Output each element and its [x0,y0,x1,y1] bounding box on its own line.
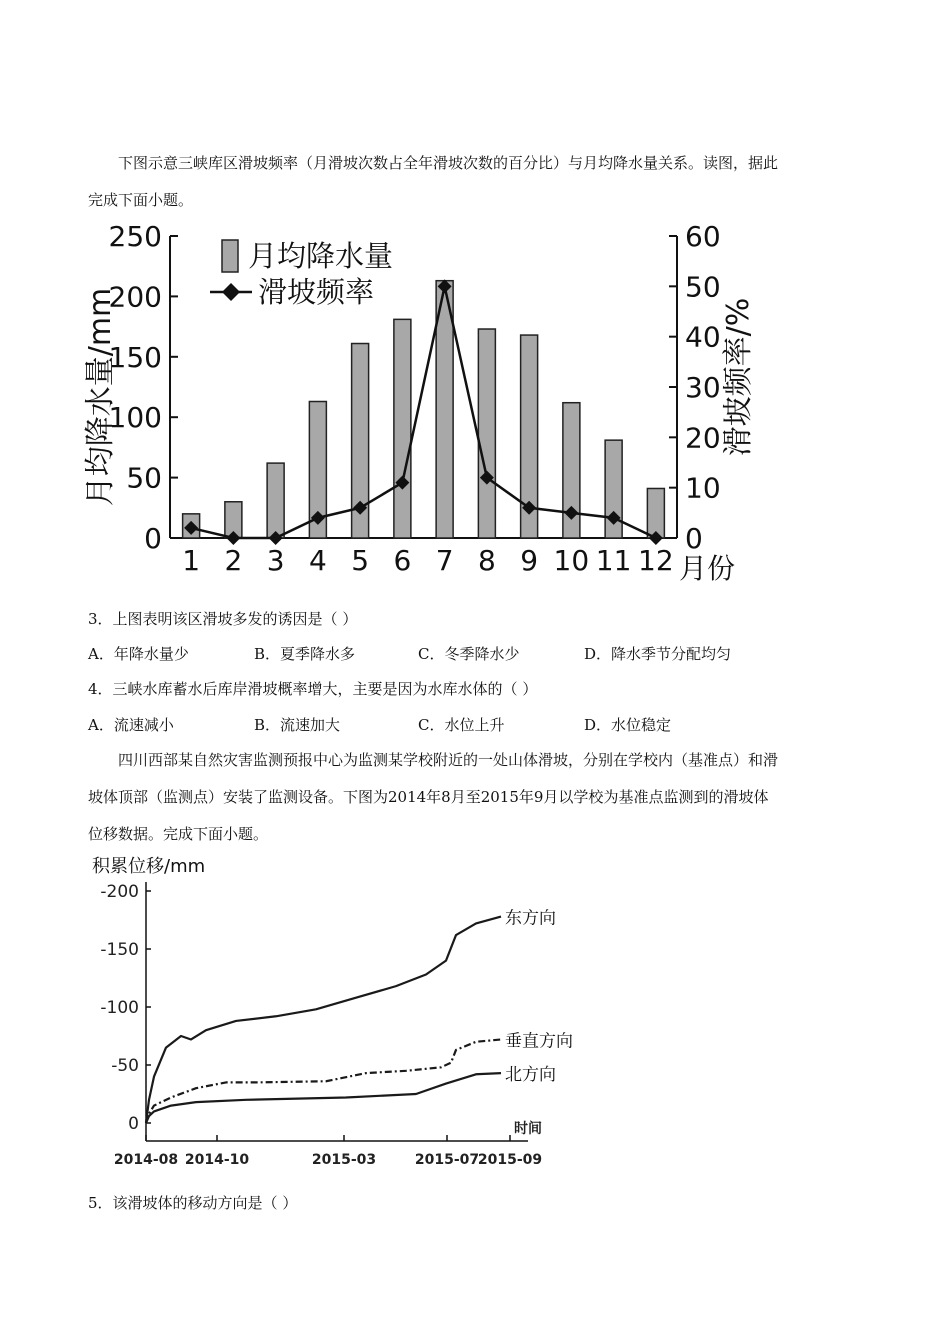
chart1-x-unit: 月份 [679,552,736,585]
chart1-bar [267,463,284,538]
intro2-line3: 位移数据。完成下面小题。 [88,825,269,843]
chart1-ytick-label: 250 [108,220,162,253]
intro2-line2: 坡体顶部（监测点）安装了监测设备。下图为2014年8月至2015年9月以学校为基准点监测到的滑坡体 [88,788,769,806]
chart1-ytick-label: 100 [108,401,162,435]
chart2-xtick-label: 2015-07 [414,1152,480,1168]
chart1-ytick-label: 50 [126,461,162,495]
q5-stem: 5．该滑坡体的移动方向是（ ） [88,1194,298,1212]
chart1-xtick-label: 4 [308,544,327,577]
q3-option-a[interactable]: A．年降水量少 [88,645,189,663]
q3-option-b[interactable]: B．夏季降水多 [254,645,356,663]
chart2-lines [146,917,501,1123]
chart2-ytick-label: 0 [128,1114,139,1134]
chart1-xtick-label: 3 [266,544,285,577]
chart1-ytick-label: 200 [108,280,162,314]
chart1-bar [647,488,664,538]
chart2-ytick-label: -150 [100,940,139,960]
chart1-xtick-label: 8 [477,544,496,577]
q4-option-d[interactable]: D．水位稳定 [584,716,672,734]
q3-option-d[interactable]: D．降水季节分配均匀 [584,645,732,663]
chart1-y2tick-label: 50 [685,270,721,304]
chart2-ytick-label: -200 [100,882,139,902]
chart2-xtick-label: 2014-10 [184,1152,250,1168]
chart2-ytick-label: -50 [111,1056,139,1076]
legend-bar-label: 月均降水量 [248,239,394,273]
chart-precip-landslide [60,218,756,588]
chart1-y2tick-label: 60 [685,220,721,253]
q4-option-c[interactable]: C．水位上升 [418,716,505,734]
chart1-xtick-label: 7 [435,544,454,577]
chart1-ylabel: 月均降水量/mm [83,287,118,507]
q4-option-a[interactable]: A．流速减小 [88,716,174,734]
chart1-y2label: 滑坡频率/% [721,297,756,457]
q4-stem: 4．三峡水库蓄水后库岸滑坡概率增大，主要是因为水库水体的（ ） [88,680,538,698]
chart2-series-label: 垂直方向 [505,1031,573,1052]
intro1-line1: 下图示意三峡库区滑坡频率（月滑坡次数占全年滑坡次数的百分比）与月均降水量关系。读图，据此 [118,154,779,172]
chart1-series-line [191,286,656,538]
intro2-line1: 四川西部某自然灾害监测预报中心为监测某学校附近的一处山体滑坡，分别在学校内（基准点）和滑 [118,751,779,769]
chart2-xtick-label: 2015-03 [311,1152,377,1168]
q4-option-b[interactable]: B．流速加大 [254,716,341,734]
chart2-ytick-label: -100 [100,998,139,1018]
chart1-y2tick-label: 30 [685,371,721,404]
chart2-series-line [146,1039,501,1123]
chart2-series-label: 东方向 [505,908,556,929]
chart1-y2tick-label: 10 [685,471,721,505]
legend-bar-swatch [222,240,238,272]
chart-displacement [80,852,620,1174]
chart1-y2tick-label: 20 [685,421,721,455]
chart2-xtick-label: 2015-09 [477,1152,543,1168]
chart2-ylabel: 积累位移/mm [92,856,206,877]
chart1-y2tick-label: 40 [685,320,721,354]
chart1-ytick-label: 150 [108,340,162,374]
chart1-xtick-label: 5 [351,544,370,577]
chart2-series-line [146,1073,501,1123]
chart1-xtick-label: 1 [182,544,201,577]
chart1-xtick-label: 9 [520,544,539,577]
chart1-xtick-label: 6 [393,544,412,577]
chart1-bar [478,329,495,538]
chart1-xtick-label: 12 [638,544,674,577]
chart2-xtick-label: 2014-08 [113,1152,179,1168]
chart1-xtick-label: 10 [553,544,590,577]
q3-stem: 3．上图表明该区滑坡多发的诱因是（ ） [88,610,358,628]
chart1-bar [394,319,411,538]
q3-option-c[interactable]: C．冬季降水少 [418,645,520,663]
chart1-ytick-label: 0 [144,522,162,555]
chart2-series-line [146,917,501,1123]
chart2-labels [92,856,573,1168]
chart1-line [184,279,663,545]
chart1-xtick-label: 2 [224,544,243,577]
chart1-bars [183,281,665,538]
intro1-line2: 完成下面小题。 [88,191,194,209]
chart2-xlabel: 时间 [514,1121,542,1137]
legend-line-label: 滑坡频率 [258,275,375,309]
chart1-xtick-label: 11 [595,544,632,577]
chart2-series-label: 北方向 [505,1065,556,1086]
legend-marker-icon [222,283,240,301]
chart1-y2tick-label: 0 [685,522,703,555]
